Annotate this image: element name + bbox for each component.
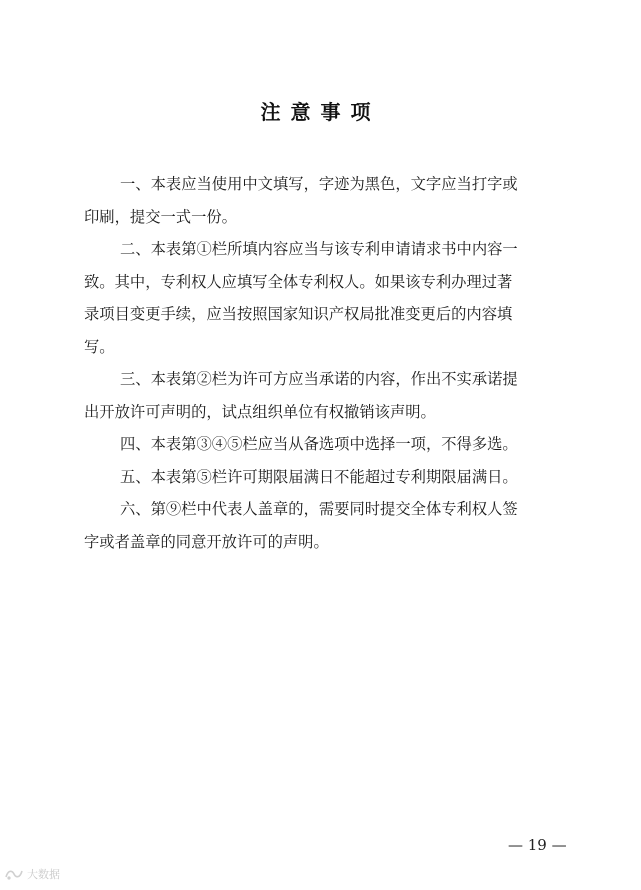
watermark-text: 大数据 bbox=[27, 868, 60, 881]
note-6-line-1: 六、第⑨栏中代表人盖章的，需要同时提交全体专利权人签 bbox=[120, 500, 518, 518]
note-3-line-1: 三、本表第②栏为许可方应当承诺的内容，作出不实承诺提 bbox=[120, 370, 518, 388]
page-number: — 19 — bbox=[508, 836, 567, 854]
note-6-line-2: 字或者盖章的同意开放许可的声明。 bbox=[84, 532, 329, 551]
note-paragraph-4 bbox=[84, 428, 578, 461]
page-title: 注意事项 bbox=[260, 100, 381, 124]
note-paragraph-1 bbox=[84, 168, 578, 233]
note-2-line-2: 致。其中，专利权人应填写全体专利权人。如果该专利办理过著 bbox=[84, 272, 513, 291]
note-paragraph-3 bbox=[84, 363, 578, 428]
note-5-line-1: 五、本表第⑤栏许可期限届满日不能超过专利期限届满日。 bbox=[120, 467, 518, 486]
note-2-line-1: 二、本表第①栏所填内容应当与该专利申请请求书中内容一 bbox=[120, 240, 518, 258]
watermark bbox=[4, 866, 60, 882]
note-paragraph-6 bbox=[84, 493, 578, 558]
notes-body bbox=[84, 168, 578, 558]
note-2-line-3: 录项目变更手续，应当按照国家知识产权局批准变更后的内容填 bbox=[84, 305, 513, 323]
note-paragraph-2 bbox=[84, 233, 578, 363]
note-paragraph-5 bbox=[84, 461, 578, 494]
watermark-logo-icon bbox=[4, 867, 24, 881]
note-1-line-1: 一、本表应当使用中文填写，字迹为黑色，文字应当打字或 bbox=[120, 175, 518, 193]
note-4-line-1: 四、本表第③④⑤栏应当从备选项中选择一项，不得多选。 bbox=[120, 435, 518, 453]
note-3-line-2: 出开放许可声明的，试点组织单位有权撤销该声明。 bbox=[84, 402, 436, 421]
note-1-line-2: 印刷，提交一式一份。 bbox=[84, 207, 237, 226]
note-2-line-4: 写。 bbox=[84, 337, 115, 356]
